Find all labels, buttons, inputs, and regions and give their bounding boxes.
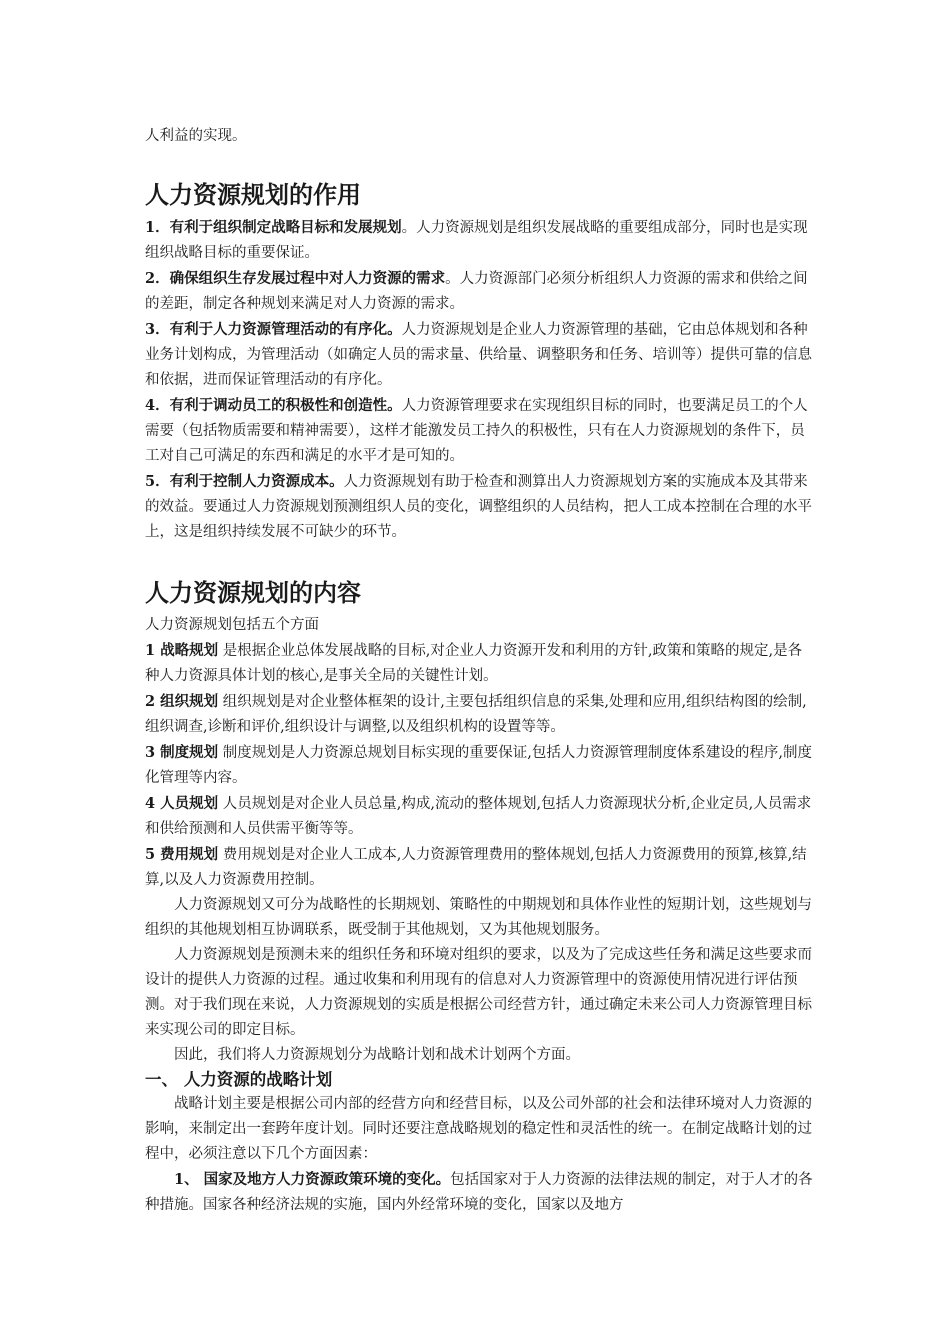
content-item-lead: 3 制度规划 [145, 744, 219, 761]
strategy-paragraph: 战略计划主要是根据公司内部的经营方向和经营目标，以及公司外部的社会和法律环境对人力资源的影响，来制定出一套跨年度计划。同时还要注意战略规划的稳定性和灵活性的统一。在制定战略计划的过程中，必须注意以下几个方面因素： [145, 1096, 812, 1162]
role-item-text: 人力资源规划有助于检查和测算出人力资源规划方案的实施成本及其带来的效益。要通过人力资源规划预测组织人员的变化，调整组织的人员结构，把人工成本控制在合理的水平上，这是组织持续发展不可缺少的环节。 [145, 474, 812, 540]
content-item-1 [145, 638, 815, 689]
content-item-text: 制度规划是人力资源总规划目标实现的重要保证,包括人力资源管理制度体系建设的程序,制度化管理等内容。 [145, 745, 812, 786]
role-item-lead: 3．有利于人力资源管理活动的有序化。 [145, 321, 402, 338]
body-paragraph: 人力资源规划是预测未来的组织任务和环境对组织的要求，以及为了完成这些任务和满足这些要求而设计的提供人力资源的过程。通过收集和利用现有的信息对人力资源管理中的资源使用情况进行评估预测。对于我们现在来说，人力资源规划的实质是根据公司经营方针，通过确定未来公司人力资源管理目标来实现公司的即定目标。 [145, 947, 812, 1038]
role-item-text: 人力资源规划是企业人力资源管理的基础，它由总体规划和各种业务计划构成，为管理活动（如确定人员的需求量、供给量、调整职务和任务、培训等）提供可靠的信息和依据，进而保证管理活动的有序化。 [145, 322, 812, 388]
strategy-item-lead: 1、 国家及地方人力资源政策环境的变化。 [174, 1171, 451, 1188]
strategy-item-1 [145, 1167, 815, 1218]
role-item-text: 。人力资源部门必须分析组织人力资源的需求和供给之间的差距，制定各种规划来满足对人力资源的需求。 [145, 271, 808, 312]
role-item-text: 。人力资源规划是组织发展战略的重要组成部分，同时也是实现组织战略目标的重要保证。 [145, 220, 808, 261]
role-item-2 [145, 266, 815, 317]
content-item-5 [145, 842, 815, 893]
document-page [145, 124, 815, 1218]
role-item-lead: 5．有利于控制人力资源成本。 [145, 473, 344, 490]
content-item-3 [145, 740, 815, 791]
content-item-text: 人员规划是对企业人员总量,构成,流动的整体规划,包括人力资源现状分析,企业定员,人员需求和供给预测和人员供需平衡等等。 [145, 796, 812, 837]
subsection-title-strategy: 一、 人力资源的战略计划 [145, 1070, 333, 1089]
content-intro: 人力资源规划包括五个方面 [145, 617, 319, 633]
role-item-lead: 1．有利于组织制定战略目标和发展规划 [145, 219, 402, 236]
body-paragraph: 因此，我们将人力资源规划分为战略计划和战术计划两个方面。 [174, 1047, 580, 1063]
section-title-content: 人力资源规划的内容 [145, 579, 361, 607]
intro-text: 人利益的实现。 [145, 128, 247, 144]
body-paragraph: 人力资源规划又可分为战略性的长期规划、策略性的中期规划和具体作业性的短期计划，这些规划与组织的其他规划相互协调联系，既受制于其他规划，又为其他规划服务。 [145, 897, 812, 938]
role-item-text: 人力资源管理要求在实现组织目标的同时，也要满足员工的个人需要（包括物质需要和精神需要），这样才能激发员工持久的积极性，只有在人力资源规划的条件下，员工对自己可满足的东西和满足的水平才是可知的。 [145, 398, 808, 464]
content-item-text: 组织规划是对企业整体框架的设计,主要包括组织信息的采集,处理和应用,组织结构图的绘制,组织调查,诊断和评价,组织设计与调整,以及组织机构的设置等等。 [145, 694, 807, 735]
content-item-lead: 4 人员规划 [145, 795, 219, 812]
content-item-lead: 2 组织规划 [145, 693, 219, 710]
content-item-lead: 5 费用规划 [145, 846, 219, 863]
content-item-2 [145, 689, 815, 740]
role-item-lead: 4．有利于调动员工的积极性和创造性。 [145, 397, 402, 414]
role-item-1 [145, 215, 815, 266]
strategy-item-text: 包括国家对于人力资源的法律法规的制定，对于人才的各种措施。国家各种经济法规的实施，国内外经常环境的变化，国家以及地方 [145, 1172, 813, 1213]
role-item-4 [145, 393, 815, 469]
section-title-role: 人力资源规划的作用 [145, 181, 361, 209]
content-item-lead: 1 战略规划 [145, 642, 219, 659]
content-item-text: 是根据企业总体发展战略的目标,对企业人力资源开发和利用的方针,政策和策略的规定,是各种人力资源具体计划的核心,是事关全局的关键性计划。 [145, 643, 803, 684]
content-item-4 [145, 791, 815, 842]
content-item-text: 费用规划是对企业人工成本,人力资源管理费用的整体规划,包括人力资源费用的预算,核算,结算,以及人力资源费用控制。 [145, 847, 807, 888]
role-item-5 [145, 469, 815, 545]
role-item-lead: 2．确保组织生存发展过程中对人力资源的需求 [145, 270, 446, 287]
role-item-3 [145, 317, 815, 393]
